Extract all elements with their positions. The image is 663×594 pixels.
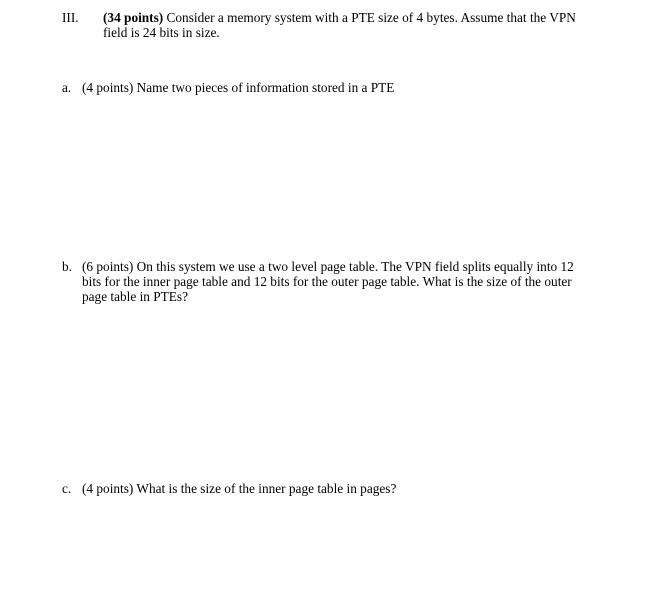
question-number: III. bbox=[62, 10, 79, 25]
part-c-label: c. bbox=[62, 481, 72, 496]
part-a-text: (4 points) Name two pieces of information stored in a PTE bbox=[82, 80, 395, 95]
question-points: (34 points) bbox=[103, 10, 164, 25]
part-a-label: a. bbox=[62, 80, 72, 95]
part-b-label: b. bbox=[62, 259, 72, 274]
part-c-text: (4 points) What is the size of the inner page table in pages? bbox=[82, 481, 397, 496]
question-main-text bbox=[103, 10, 593, 40]
question-main-body: Consider a memory system with a PTE size of 4 bytes. Assume that the VPN field is 24 bits in size. bbox=[103, 10, 576, 40]
part-b-text: (6 points) On this system we use a two level page table. The VPN field splits equally into 12 bits for the inner page table and 12 bits for the outer page table. What is the size of the outer page table in PTEs? bbox=[82, 259, 574, 304]
